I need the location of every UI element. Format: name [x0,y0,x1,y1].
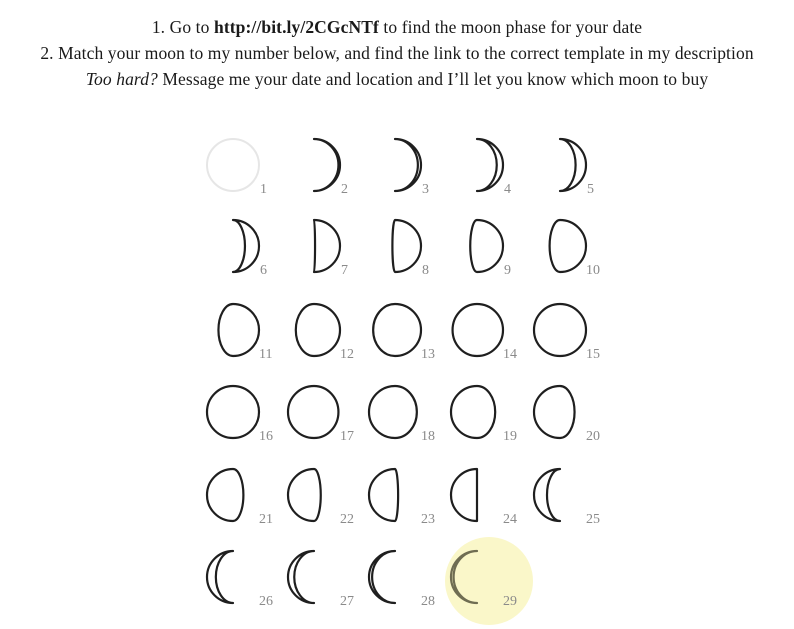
moon-phase-9 [470,220,511,278]
moon-icon [395,139,421,191]
moon-number-label: 2 [341,182,348,197]
moon-icon [288,551,314,603]
moon-phase-6 [233,220,267,278]
moon-icon [470,220,503,272]
moon-icon [207,551,233,603]
moon-icon [534,386,575,438]
moon-phase-3 [395,139,429,197]
moon-phase-21 [207,469,273,527]
moon-number-label: 22 [340,512,354,527]
moon-number-label: 15 [586,347,600,362]
moon-number-label: 25 [586,512,600,527]
moon-icon [453,304,503,356]
moon-number-label: 17 [340,429,354,444]
moon-number-label: 14 [503,347,517,362]
moon-number-label: 20 [586,429,600,444]
moon-icon [373,304,421,356]
moon-number-label: 3 [422,182,429,197]
moon-number-label: 11 [259,347,273,362]
moon-icon [550,220,586,272]
moon-number-label: 8 [422,263,429,278]
moon-icon [534,304,586,356]
moon-icon [296,304,340,356]
moon-phase-24 [451,469,517,527]
moon-number-label: 12 [340,347,354,362]
moon-icon [477,139,503,191]
moon-number-label: 16 [259,429,273,444]
moon-icon [369,386,417,438]
moon-phase-4 [477,139,511,197]
moon-icon [207,386,259,438]
moon-phase-19 [451,386,517,444]
too-hard-text: Too hard? [85,69,158,89]
moon-number-label: 23 [421,512,435,527]
moon-number-label: 4 [504,182,511,197]
moon-number-label: 24 [503,512,517,527]
moon-phase-link[interactable]: http://bit.ly/2CGcNTf [213,17,379,37]
moon-icon [451,386,495,438]
moon-icon [534,469,560,521]
moon-icon [233,220,259,272]
moon-number-label: 21 [259,512,273,527]
moon-number-label: 28 [421,594,435,609]
moon-phase-14 [453,304,517,362]
moon-phase-8 [392,220,429,278]
moon-number-label: 10 [586,263,600,278]
moon-icon [369,551,395,603]
moon-number-label: 9 [504,263,511,278]
moon-number-label: 29 [503,594,517,609]
moon-number-label: 27 [340,594,354,609]
moon-phase-2 [314,139,348,197]
moon-phase-20 [534,386,600,444]
moon-phase-28 [369,551,435,609]
moon-phase-22 [288,469,354,527]
moon-icon [314,220,340,272]
moon-icon [560,139,586,191]
step-1-suffix: to find the moon phase for your date [383,17,643,37]
moon-number-label: 19 [503,429,517,444]
help-message: Message me your date and location and I’ll let you know which moon to buy [162,69,709,89]
moon-number-label: 1 [260,182,267,197]
moon-number-label: 13 [421,347,435,362]
instruction-step-2: 2. Match your moon to my number below, and find the link to the correct template in my description [40,43,754,63]
moon-icon [207,469,243,521]
moon-icon [314,139,340,191]
moon-icon [392,220,421,272]
selected-phase-highlight [445,537,533,625]
moon-phase-16 [207,386,273,444]
moon-number-label: 6 [260,263,267,278]
moon-icon [207,139,259,191]
moon-icon [369,469,398,521]
moon-phase-10 [550,220,600,278]
moon-number-label: 7 [341,263,348,278]
moon-phase-7 [314,220,348,278]
moon-number-label: 5 [587,182,594,197]
moon-phase-17 [288,386,354,444]
moon-number-label: 18 [421,429,435,444]
moon-icon [288,469,321,521]
moon-icon [218,304,259,356]
moon-phase-26 [207,551,273,609]
moon-phase-25 [534,469,600,527]
moon-icon [451,469,477,521]
moon-phase-23 [369,469,435,527]
moon-phase-29 [445,537,533,625]
moon-phase-5 [560,139,594,197]
moon-number-label: 26 [259,594,273,609]
moon-phase-27 [288,551,354,609]
moon-phase-18 [369,386,435,444]
moon-phase-13 [373,304,435,362]
moon-phase-15 [534,304,600,362]
step-1-prefix: 1. Go to [151,17,210,37]
moon-phase-12 [296,304,354,362]
moon-phase-1 [207,139,267,197]
moon-icon [288,386,338,438]
moon-phase-11 [218,304,272,362]
